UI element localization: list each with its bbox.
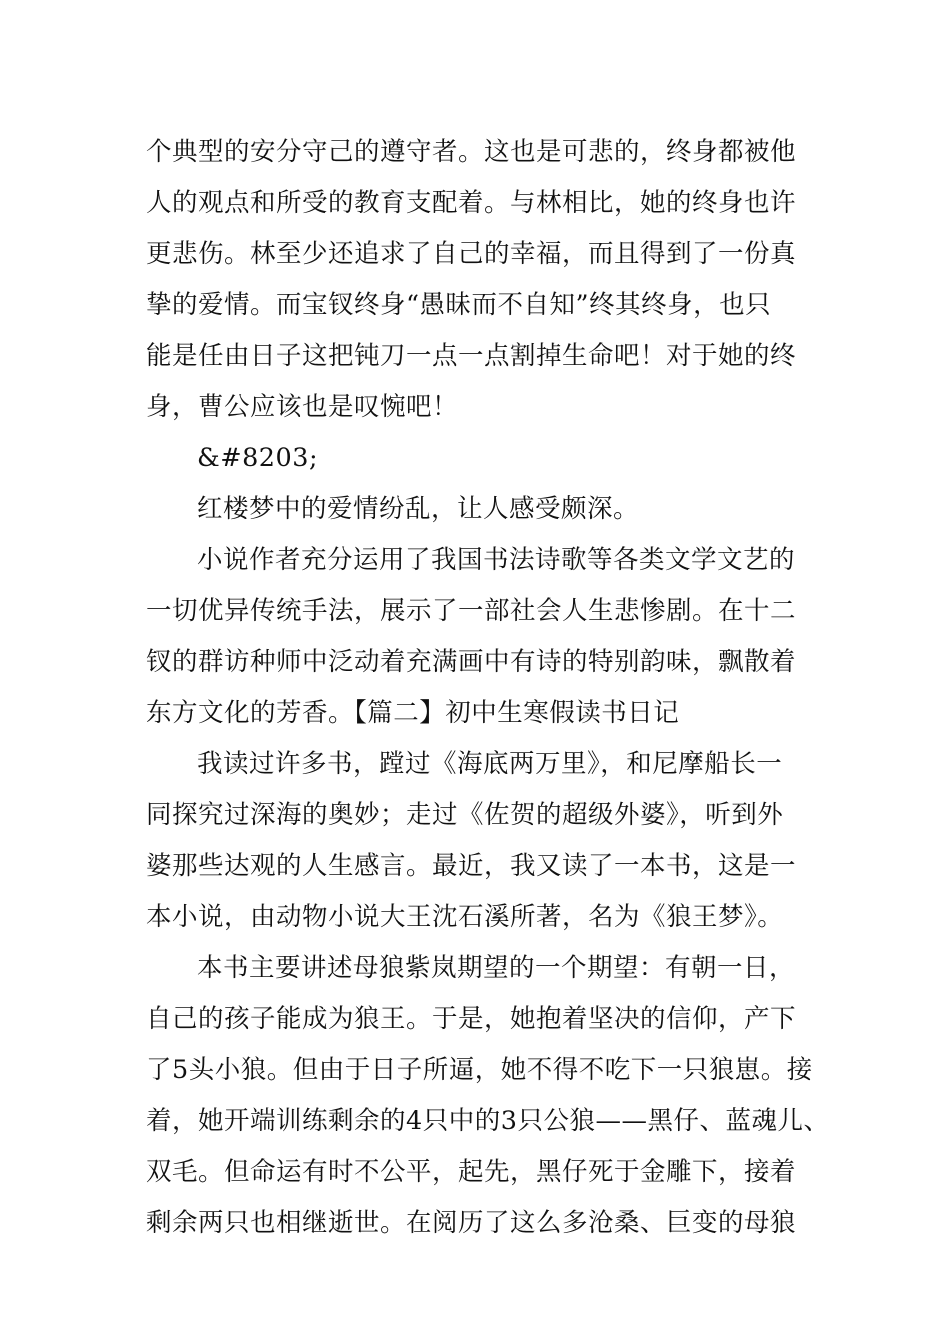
- text-line: 一切优异传统手法，展示了一部社会人生悲惨剧。在十二: [146, 596, 797, 626]
- text-line: &#8203;: [197, 443, 319, 473]
- text-line: 小说作者充分运用了我国书法诗歌等各类文学文艺的: [197, 545, 796, 575]
- text-line: 本小说，由动物小说大王沈石溪所著，名为《狼王梦》。: [146, 902, 784, 932]
- text-line: 人的观点和所受的教育支配着。与林相比，她的终身也许: [146, 188, 797, 218]
- text-line: 东方文化的芳香。【篇二】初中生寒假读书日记: [146, 698, 680, 728]
- text-line: 挚的爱情。而宝钗终身“愚昧而不自知”终其终身，也只: [146, 290, 772, 320]
- text-line: 红楼梦中的爱情纷乱，让人感受颇深。: [197, 494, 640, 524]
- text-line: 剩余两只也相继逝世。在阅历了这么多沧桑、巨变的母狼: [146, 1208, 797, 1238]
- text-line: 能是任由日子这把钝刀一点一点割掉生命吧！对于她的终: [146, 341, 797, 371]
- text-line: 着，她开端训练剩余的4只中的3只公狼——黑仔、蓝魂儿、: [146, 1106, 830, 1136]
- text-line: 自己的孩子能成为狼王。于是，她抱着坚决的信仰，产下: [146, 1004, 797, 1034]
- document-body: [146, 127, 836, 1249]
- text-line: 更悲伤。林至少还追求了自己的幸福，而且得到了一份真: [146, 239, 797, 269]
- text-line: 双毛。但命运有时不公平，起先，黑仔死于金雕下，接着: [146, 1157, 797, 1187]
- text-line: 我读过许多书，蹚过《海底两万里》，和尼摩船长一: [197, 749, 783, 779]
- text-line: 了5头小狼。但由于日子所逼，她不得不吃下一只狼崽。接: [146, 1055, 813, 1085]
- text-line: 钗的群访种师中泛动着充满画中有诗的特别韵味，飘散着: [146, 647, 797, 677]
- text-line: 个典型的安分守己的遵守者。这也是可悲的，终身都被他: [146, 137, 797, 167]
- text-line: 本书主要讲述母狼紫岚期望的一个期望：有朝一日，: [197, 953, 796, 983]
- text-line: 同探究过深海的奥妙；走过《佐贺的超级外婆》，听到外: [146, 800, 784, 830]
- text-line: 身，曹公应该也是叹惋吧！: [146, 392, 459, 422]
- text-line: 婆那些达观的人生感言。最近，我又读了一本书，这是一: [146, 851, 797, 881]
